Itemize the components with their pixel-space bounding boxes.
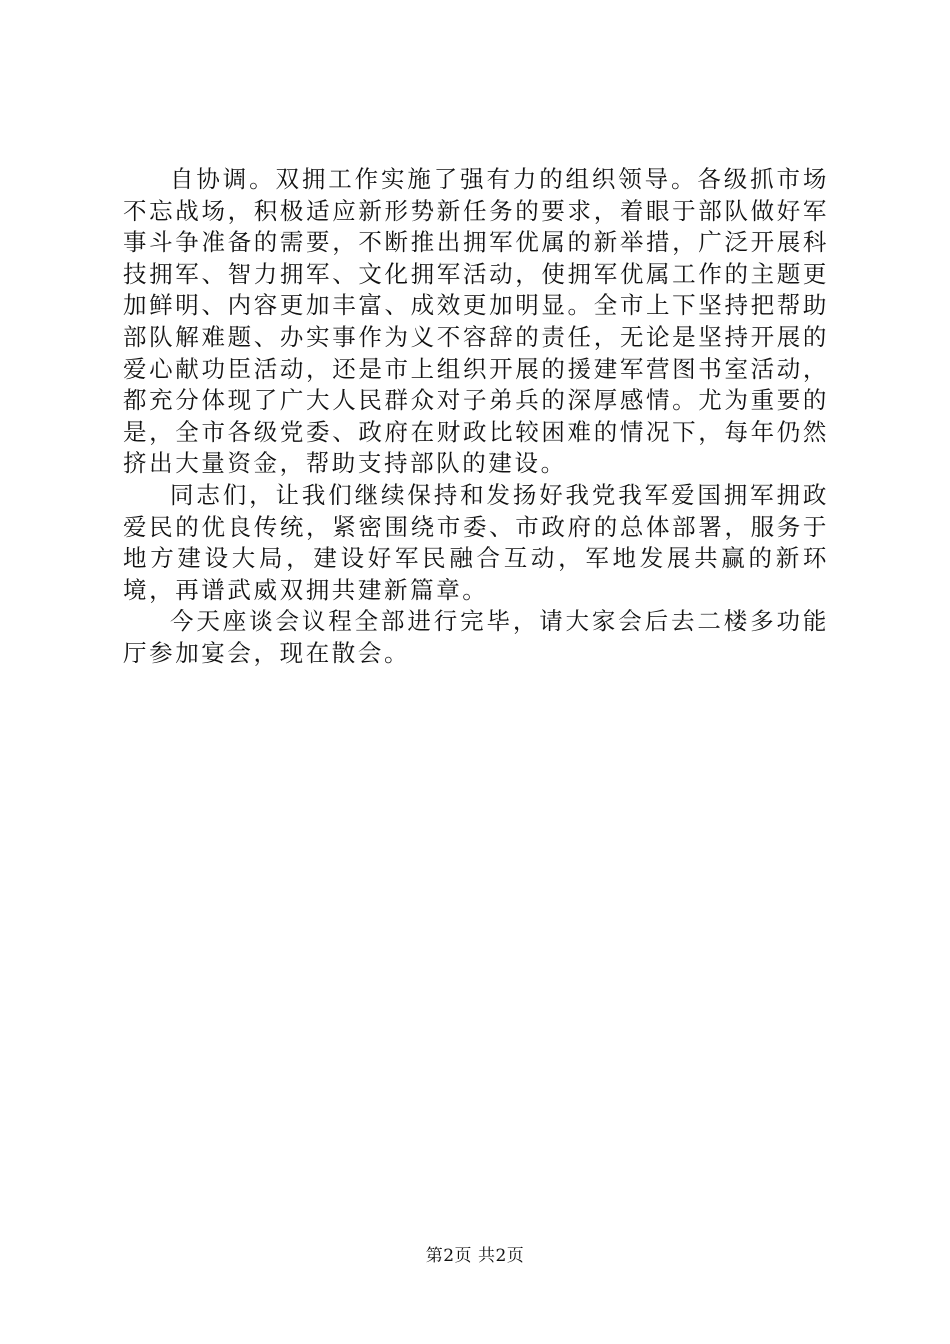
document-body — [123, 164, 829, 670]
paragraph-1: 自协调。双拥工作实施了强有力的组织领导。各级抓市场不忘战场，积极适应新形势新任务的要求，着眼于部队做好军事斗争准备的需要，不断推出拥军优属的新举措，广泛开展科技拥军、智力拥军、文化拥军活动，使拥军优属工作的主题更加鲜明、内容更加丰富、成效更加明显。全市上下坚持把帮助部队解难题、办实事作为义不容辞的责任，无论是坚持开展的爱心献功臣活动，还是市上组织开展的援建军营图书室活动，都充分体现了广大人民群众对子弟兵的深厚感情。尤为重要的是，全市各级党委、政府在财政比较困难的情况下，每年仍然挤出大量资金，帮助支持部队的建设。 — [123, 165, 829, 478]
page-footer: 第2页 共2页 — [425, 1246, 525, 1266]
paragraph-2: 同志们，让我们继续保持和发扬好我党我军爱国拥军拥政爱民的优良传统，紧密围绕市委、市政府的总体部署，服务于地方建设大局，建设好军民融合互动，军地发展共赢的新环境，再谱武威双拥共建新篇章。 — [123, 480, 829, 604]
paragraph-3: 今天座谈会议程全部进行完毕，请大家会后去二楼多功能厅参加宴会，现在散会。 — [123, 607, 829, 667]
